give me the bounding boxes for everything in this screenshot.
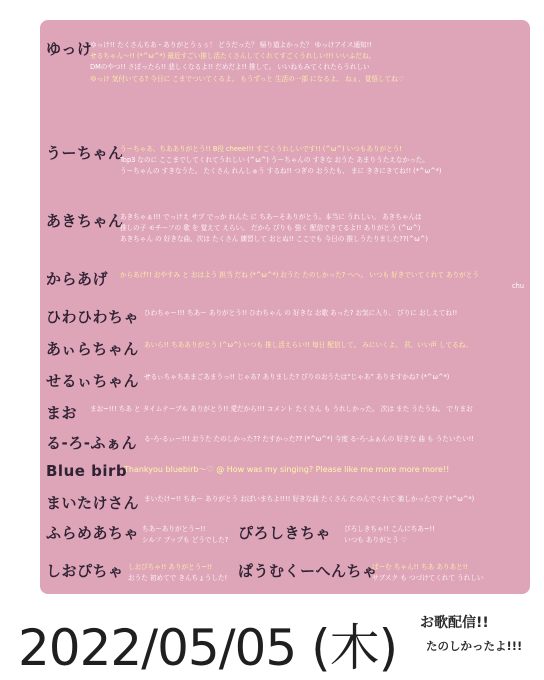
message-line: せるぃちゃちあまごあまうっ!! じゃあ? ありました? ぴりのおうたは“じゃあ” ありますかね? (*^ω^*) — [144, 373, 450, 381]
entry-name: まお — [46, 404, 78, 422]
message-line: うーちゃあ、ちあありがとう!! B役 cheee!!! すごくうれしいです!! (^ω^) いつもありがとう! — [120, 145, 402, 153]
message-line: ちあーありがとう~!! — [142, 525, 206, 533]
entry-name: ひわひわちゃ — [46, 308, 140, 326]
message-line: ぱーむ ちゃん!! ちあ ありあと!! — [372, 563, 468, 571]
entry-name: からあげ — [46, 270, 109, 288]
entry-name: ふらめあちゃ — [46, 524, 140, 542]
entry-name: ぴろしきちゃ — [238, 524, 332, 542]
message-line: サブスク も つづけてくれて うれしい — [372, 574, 484, 583]
entry-name: あぃらちゃん — [46, 340, 139, 358]
message-line: からあげ!! おやすみ と おはよう 担当 だね (*^ω^*) おうた たのしかった? へへ。 いつも 好きでいてくれて ありがとう — [120, 271, 479, 279]
message-line: chu — [512, 282, 524, 291]
message-line: うーちゃんの すきなうた。 たくさん れんしゅう するね!! つぎの おうたも、 まに ききにきてね!! (*^ω^*) — [120, 167, 442, 176]
message-line: せるちゃん～!! (*^ω^*) 最近すごい推し活たくさんしてくれてすごくうれしい!!! いいふだね。 — [90, 52, 376, 61]
message-card — [40, 20, 530, 594]
entry-messages — [90, 404, 524, 415]
entry-messages — [90, 40, 524, 85]
entry-name: Blue birb — [46, 462, 128, 480]
message-line: 推しの子 モチーフの 歌 を 覚えて えらい。 だから ぴりも 強く 配信できてるよ!! ありがとう (^ω^) — [120, 224, 421, 233]
entry-messages — [124, 464, 524, 475]
entry-messages — [372, 562, 524, 584]
footer-title: お歌配信!! — [420, 615, 489, 631]
entry-name: うーちゃん — [46, 144, 124, 162]
message-line: ひわちゃー!!! ちあー ありがとう!! ひわちゃん の 好きな お歌 あった? お気に入り、 ぴりに おしえてね!! — [144, 309, 458, 317]
entry-name: ゆっけ — [46, 40, 93, 58]
entry-name: ぱうむくーへんちゃ — [238, 562, 378, 580]
message-line: シルフ ブップも どうでした? — [142, 536, 229, 545]
entry-name: る-ろ-ふぁん — [46, 434, 137, 452]
message-line: Thankyou bluebirb～♡ @ How was my singing? Please like me more more more!! — [124, 465, 450, 474]
entry-messages — [120, 144, 524, 178]
message-line: あきちゃん の 好きな曲、次は たくさん 練習して おとぬ!! ここでも 今日の 推しうたりました??(^ω^) — [120, 235, 428, 244]
entry-messages — [144, 434, 524, 445]
message-line: あきちゃぁ!!! でっけえ サブ でっか れんた に ちあーそありがとう。本当に うれしい。 あきちゃんは — [120, 213, 422, 221]
message-line: いつも ありがとう ♡ — [344, 536, 407, 545]
entry-messages — [144, 340, 524, 351]
stream-date: 2022/05/05 (木) — [18, 619, 398, 677]
entry-messages — [120, 270, 524, 292]
entry-messages — [144, 308, 524, 319]
message-line: まお~!!! ちあ と タイムテーブル ありがとう!! 愛だから!!! コメント たくさん も うれしかった。 次は また うたうね。 でりまお — [90, 405, 473, 413]
entry-name: まいたけさん — [46, 494, 140, 512]
entry-messages — [144, 372, 524, 383]
footer-subtitle: たのしかったよ!!! — [426, 639, 523, 653]
message-line: おうた 初めてで きんちょうした! — [128, 574, 228, 583]
message-line: あいら!! ちあありがとう (^ω^) いつも 推し活えらい!! 毎日 配信して。 みにいくよ。 君、いい声 してるね。 — [144, 341, 472, 349]
message-line: る-ろ-るぃー!!! おうた たのしかった?? たすかった?? (*^ω^*) 今度 る-ろ-ふぁんの 好きな 曲 も うたいたい!! — [144, 435, 474, 443]
entry-messages — [144, 494, 524, 505]
entry-messages — [128, 562, 236, 584]
entry-messages — [120, 212, 524, 246]
message-line: ゆっけ 気付いてる? 今日に こまでついてくるよ。 もうずっと 生活の一部 になるよ。 ねぇ、覚悟してね♡ — [90, 74, 404, 83]
message-line: ぴろしきちゃ!! こんにちあ~!! — [344, 525, 435, 533]
message-line: Top3 なのに ここまでしてくれてうれしい (^ω^) うーちゃんの すきな おうた あまりうたえなかった。 — [120, 156, 429, 165]
entry-messages — [344, 524, 524, 546]
entry-name: あきちゃん — [46, 212, 124, 230]
message-line: まいたけ~!! ちあー ありがとう おぼいまちよ!!!! 好きな曲 たくさん たのんでくれて 楽しかったです (*^ω^*) — [144, 495, 475, 503]
message-line: しおぴちゃ!! ありがとう~!! — [128, 563, 213, 571]
entry-messages — [142, 524, 237, 546]
message-line: DMのやつ!! さぼったら!! 悲しくなるよ!! だめだよ!! 推して。 いいねもみてくれたらうれしい — [90, 63, 370, 72]
message-line: ゆっけ!! たくさんちあ・ありがとうぅぅ！ どうだった？ 帰り道よかった？ ゆっけアイス通知!! — [90, 41, 372, 49]
entry-name: せるぃちゃん — [46, 372, 140, 390]
entry-name: しおぴちゃ — [46, 562, 124, 580]
